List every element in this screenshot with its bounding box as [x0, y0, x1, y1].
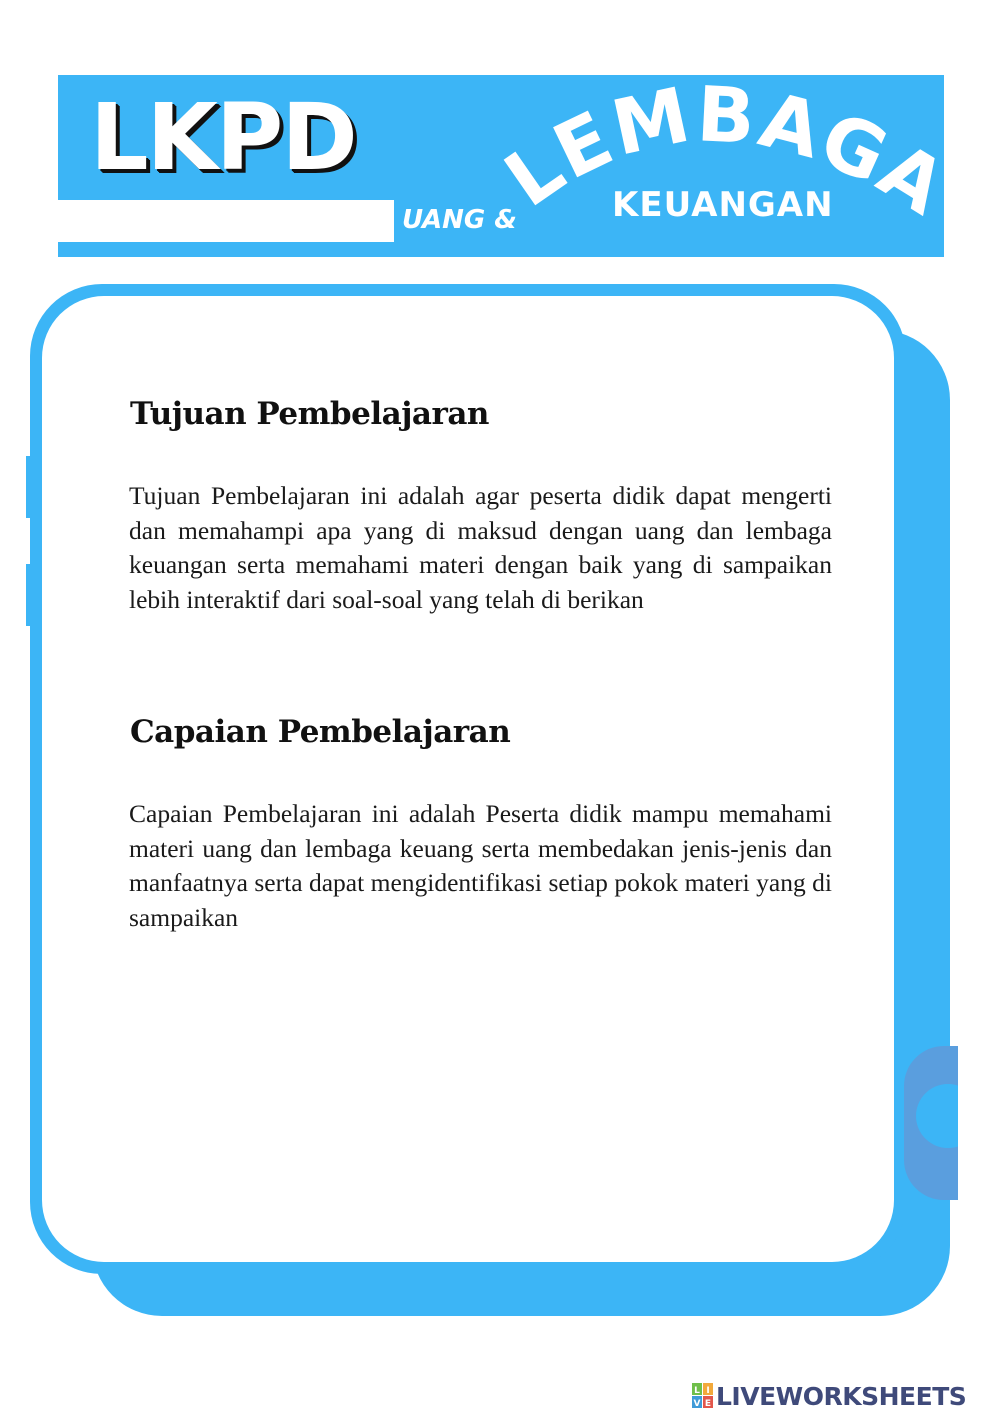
svg-text:V: V	[693, 1399, 701, 1409]
page-title: LKPD	[90, 84, 356, 191]
footer-brand[interactable]	[692, 1380, 966, 1412]
subtitle-secondary: KEUANGAN	[612, 185, 834, 225]
svg-text:L: L	[694, 1386, 700, 1396]
footer-brand-text: LIVEWORKSHEETS	[716, 1381, 967, 1411]
side-tab	[26, 564, 34, 626]
decorative-edge	[958, 1030, 1000, 1230]
subtitle-prefix: UANG &	[402, 205, 517, 235]
subtitle-main: LEMBAGA	[489, 69, 963, 233]
section-heading-capaian: Capaian Pembelajaran	[130, 714, 511, 750]
svg-text:I: I	[706, 1386, 710, 1396]
svg-text:E: E	[704, 1399, 712, 1409]
section-heading-tujuan: Tujuan Pembelajaran	[130, 396, 489, 432]
side-tab	[26, 456, 34, 518]
section-body-capaian: Capaian Pembelajaran ini adalah Peserta didik mampu memahami materi uang dan lembaga keuang serta membedakan jenis-jenis dan manfaatnya serta dapat mengidentifikasi setiap pokok materi yang di sampaikan	[129, 799, 832, 932]
content-card	[42, 296, 894, 1262]
banner-white-bar	[58, 200, 394, 242]
section-body-tujuan: Tujuan Pembelajaran ini adalah agar peserta didik dapat mengerti dan memahampi apa yang di maksud dengan uang dan lembaga keuangan serta memahami materi dengan baik yang di sampaikan lebih interaktif dari soal-soal yang telah di berikan	[129, 481, 832, 614]
liveworksheets-logo-icon	[692, 1383, 714, 1409]
